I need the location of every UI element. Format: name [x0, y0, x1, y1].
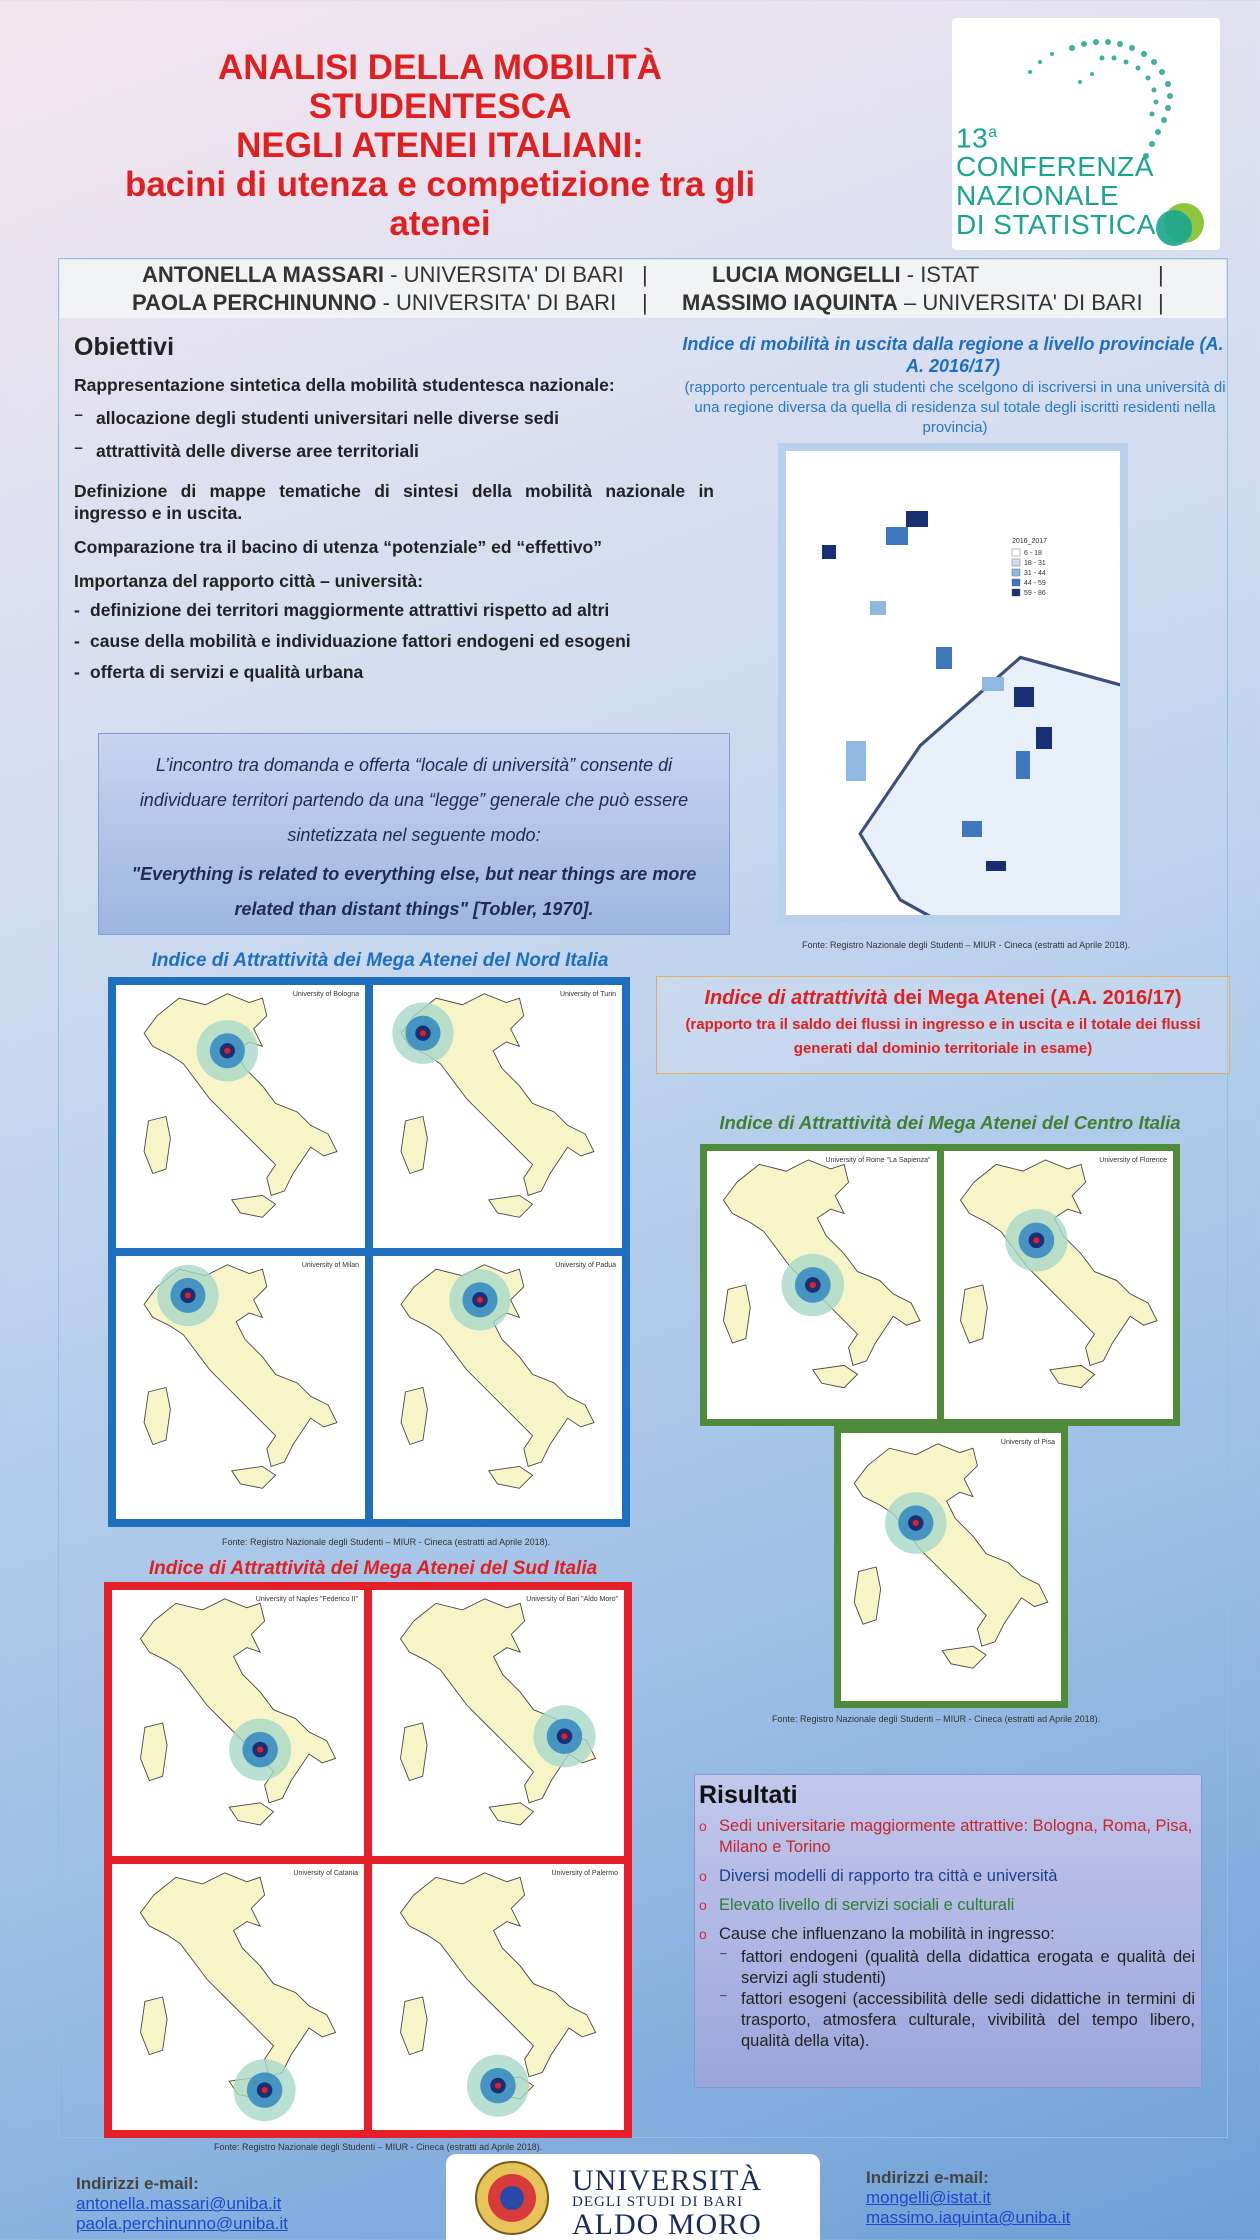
quote-intro: L’incontro tra domanda e offerta “locale di università” consente di individuare territori partendo da una “legge” generale che può essere sintetizzata nel seguente modo:	[139, 755, 689, 845]
italy-map-out	[786, 451, 1120, 915]
choropleth-map	[116, 1256, 365, 1519]
bullet-mark: o	[699, 1897, 707, 1913]
emails-left	[76, 2174, 288, 2234]
map-label: University of Palermo	[551, 1870, 618, 1877]
university-name-2: DEGLI STUDI DI BARI	[572, 2194, 744, 2210]
risultati-r1: Sedi universitarie maggiormente attrattive: Bologna, Roma, Pisa, Milano e Torino	[719, 1817, 1193, 1856]
sub-mark: ⁻	[719, 1990, 728, 2008]
map-palermo	[372, 1864, 624, 2130]
university-name-3: ALDO MORO	[572, 2208, 762, 2240]
risultati-r4: Cause che influenzano la mobilità in ingresso:	[719, 1925, 1055, 1943]
author-mongelli: LUCIA MONGELLI - ISTAT	[712, 262, 980, 287]
author-separator: |	[1158, 290, 1164, 315]
map-turin	[373, 985, 622, 1248]
attractiveness-definition	[656, 976, 1230, 1074]
legend-label: 31 - 44	[1024, 570, 1046, 577]
risultati-r3: Elevato livello di servizi sociali e culturali	[719, 1896, 1015, 1914]
title-line-3: bacini di utenza e competizione tra gli	[124, 165, 756, 204]
map-bari	[372, 1590, 624, 1856]
legend-title: 2016_2017	[1012, 538, 1048, 545]
bullet-mark: o	[699, 1818, 707, 1834]
author-perchinunno: PAOLA PERCHINUNNO - UNIVERSITA' DI BARI	[132, 290, 617, 315]
conference-name	[956, 118, 1156, 239]
map-florence	[944, 1151, 1174, 1419]
dash-mark: -	[74, 662, 80, 682]
choropleth-map	[373, 1256, 622, 1519]
map-bologna	[116, 985, 365, 1248]
choropleth-map	[373, 985, 622, 1248]
mobility-out-map	[778, 443, 1128, 923]
legend-swatch	[1012, 569, 1020, 576]
author-separator: |	[1158, 262, 1164, 287]
map-label: University of Turin	[559, 991, 616, 998]
authors-bar	[60, 260, 1226, 318]
conference-logo	[952, 18, 1220, 250]
conference-number: 13	[956, 122, 989, 154]
legend-swatch	[1012, 579, 1020, 586]
sud-title: Indice di Attrattività dei Mega Atenei del Sud Italia	[148, 1558, 598, 1579]
centro-maps-frame-2	[834, 1426, 1068, 1708]
map-label: University of Rome "La Sapienza"	[825, 1157, 931, 1164]
obiettivi-section	[74, 333, 714, 695]
choropleth-map	[707, 1151, 937, 1419]
risultati-heading: Risultati	[699, 1781, 798, 1809]
legend-swatch	[1012, 589, 1020, 596]
centro-title: Indice di Attrattività dei Mega Atenei del Centro Italia	[719, 1112, 1181, 1133]
map-label: University of Bologna	[292, 991, 359, 998]
centro-maps-frame	[700, 1144, 1180, 1426]
source-note-out: Fonte: Registro Nazionale degli Studenti – MIUR - Cineca (estratti ad Aprile 2018).	[802, 940, 1131, 950]
email-iaquinta-link[interactable]: massimo.iaquinta@uniba.it	[866, 2208, 1071, 2227]
map-label: University of Padua	[555, 1262, 616, 1269]
conference-line-1: CONFERENZA	[956, 151, 1154, 183]
obiettivi-p1: Rappresentazione sintetica della mobilità studentesca nazionale:	[74, 375, 615, 395]
sub-mark: ⁻	[719, 1948, 728, 1966]
title-line-1: ANALISI DELLA MOBILITÀ STUDENTESCA	[218, 48, 662, 126]
map-milan	[116, 1256, 365, 1519]
map-label: University of Naples "Federico II"	[255, 1596, 358, 1603]
attr-title-rest: dei Mega Atenei (A.A. 2016/17)	[887, 987, 1182, 1009]
map-catania	[112, 1864, 364, 2130]
source-note-sud: Fonte: Registro Nazionale degli Studenti – MIUR - Cineca (estratti ad Aprile 2018).	[214, 2142, 543, 2152]
obiettivi-p2: Definizione di mappe tematiche di sintesi della mobilità nazionale in ingresso e in uscita.	[74, 481, 714, 523]
author-massari: ANTONELLA MASSARI - UNIVERSITA' DI BARI	[142, 262, 624, 287]
legend-swatch	[1012, 549, 1020, 556]
bullet-mark: ⁻	[74, 441, 84, 461]
obiettivi-d3: offerta di servizi e qualità urbana	[90, 662, 364, 682]
legend-label: 44 - 59	[1024, 580, 1046, 587]
email-perchinunno-link[interactable]: paola.perchinunno@uniba.it	[76, 2214, 288, 2233]
bullet-mark: o	[699, 1868, 707, 1884]
choropleth-map	[944, 1151, 1174, 1419]
obiettivi-b2: attrattività delle diverse aree territoriali	[96, 441, 419, 461]
map-label: University of Milan	[301, 1262, 359, 1269]
legend-label: 6 - 18	[1024, 550, 1042, 557]
risultati-section	[694, 1774, 1202, 2088]
emails-right-label: Indirizzi e-mail:	[866, 2168, 989, 2187]
university-name-1: UNIVERSITÀ	[572, 2164, 762, 2197]
title-line-4: atenei	[389, 204, 491, 243]
poster-title	[90, 48, 790, 243]
dash-mark: -	[74, 600, 80, 620]
choropleth-map	[372, 1590, 624, 1856]
map-naples	[112, 1590, 364, 1856]
obiettivi-d1: definizione dei territori maggiormente attrattivi rispetto ad altri	[90, 600, 610, 620]
risultati-r2: Diversi modelli di rapporto tra città e università	[719, 1867, 1058, 1885]
choropleth-map	[372, 1864, 624, 2130]
choropleth-map	[112, 1590, 364, 1856]
emails-right	[866, 2168, 1070, 2228]
map-out-legend	[1012, 538, 1047, 597]
source-note-centro: Fonte: Registro Nazionale degli Studenti – MIUR - Cineca (estratti ad Aprile 2018).	[772, 1714, 1101, 1724]
emails-left-label: Indirizzi e-mail:	[76, 2174, 199, 2193]
quote-tobler: "Everything is related to everything else, but near things are more related than distant things" [Tobler, 1970].	[131, 864, 697, 919]
map-rome	[707, 1151, 937, 1419]
attr-subtitle: (rapporto tra il saldo dei flussi in ingresso e in uscita e il totale dei flussi generati dal dominio territoriale in esame)	[685, 1016, 1201, 1057]
author-iaquinta: MASSIMO IAQUINTA – UNIVERSITA' DI BARI	[682, 290, 1143, 315]
source-note-north: Fonte: Registro Nazionale degli Studenti – MIUR - Cineca (estratti ad Aprile 2018).	[222, 1537, 551, 1547]
email-massari-link[interactable]: antonella.massari@uniba.it	[76, 2194, 282, 2213]
author-separator: |	[642, 290, 648, 315]
map-padua	[373, 1256, 622, 1519]
email-mongelli-link[interactable]: mongelli@istat.it	[866, 2188, 991, 2207]
conference-ordinal: a	[988, 124, 998, 141]
sud-maps-frame	[104, 1582, 632, 2138]
map-label: University of Florence	[1099, 1157, 1167, 1164]
obiettivi-heading: Obiettivi	[74, 333, 175, 361]
legend-label: 59 - 86	[1024, 590, 1046, 597]
conference-line-2: NAZIONALE	[956, 180, 1120, 212]
map-pisa	[841, 1433, 1061, 1701]
mobility-out-subtitle: (rapporto percentuale tra gli studenti che scelgono di iscriversi in una università di una regione diversa da quella di residenza sul totale degli iscritti residenti nella provincia)	[684, 379, 1226, 436]
bullet-mark: o	[699, 1926, 707, 1942]
conference-line-3: DI STATISTICA	[956, 209, 1156, 241]
obiettivi-p3: Comparazione tra il bacino di utenza “potenziale” ed “effettivo”	[74, 537, 602, 557]
obiettivi-b1: allocazione degli studenti universitari nelle diverse sedi	[96, 408, 559, 428]
obiettivi-d2: cause della mobilità e individuazione fattori endogeni ed esogeni	[90, 631, 631, 651]
choropleth-map	[116, 985, 365, 1248]
risultati-s1: fattori endogeni (qualità della didattica erogata e qualità dei servizi agli studenti)	[741, 1948, 1195, 1987]
mobility-out-title: Indice di mobilità in uscita dalla regione a livello provinciale (A. A. 2016/17)	[682, 334, 1224, 376]
legend-label: 18 - 31	[1024, 560, 1046, 567]
university-seal-icon	[456, 2158, 566, 2238]
university-logo	[446, 2154, 820, 2240]
choropleth-map	[112, 1864, 364, 2130]
dash-mark: -	[74, 631, 80, 651]
author-separator: |	[642, 262, 648, 287]
bullet-mark: ⁻	[74, 408, 84, 428]
attr-title-italic: Indice di attrattività	[704, 987, 888, 1009]
obiettivi-p4: Importanza del rapporto città – università:	[74, 571, 424, 591]
title-line-2: NEGLI ATENEI ITALIANI:	[236, 126, 644, 165]
risultati-s2: fattori esogeni (accessibilità delle sedi didattiche in termini di trasporto, atmosfera culturale, vivibilità del tempo libero, qualità della vita).	[741, 1990, 1195, 2050]
north-maps-frame	[108, 977, 630, 1527]
choropleth-map	[841, 1433, 1061, 1701]
tobler-quote-box	[98, 733, 730, 935]
north-title: Indice di Attrattività dei Mega Atenei del Nord Italia	[151, 950, 609, 971]
map-label: University of Pisa	[1000, 1439, 1055, 1446]
map-label: University of Bari "Aldo Moro"	[526, 1596, 618, 1603]
map-label: University of Catania	[293, 1870, 358, 1877]
legend-swatch	[1012, 559, 1020, 566]
